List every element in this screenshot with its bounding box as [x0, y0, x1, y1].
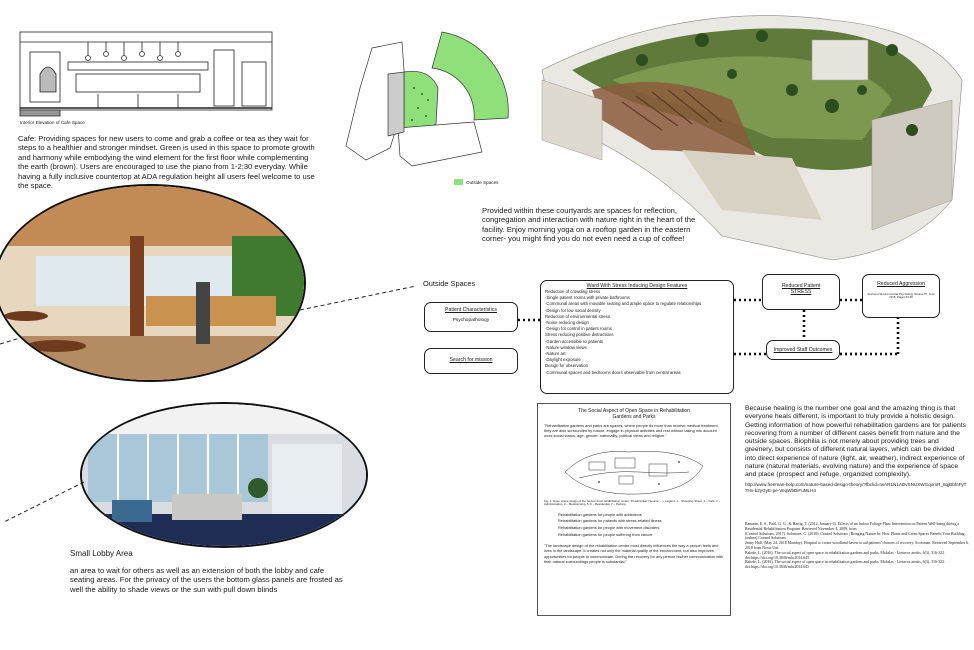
- search-for-mission-box: [424, 348, 518, 374]
- cafe-dashed-connector: [0, 280, 420, 350]
- lobby-description: an area to wait for others as well as an extension of both the lobby and cafe seating areas. For the privacy of the users the bottom glass panels are frosted as well the ability to shade views or the sun with pull down blinds: [70, 566, 343, 594]
- paper-title-line1: The Social Aspect of Open Space in Rehabilitation: [578, 408, 690, 414]
- design-item: ·Single patient rooms with private bathrooms: [545, 295, 631, 301]
- patient-characteristics-box: [424, 302, 518, 332]
- lobby-dashed-connector: [0, 478, 90, 528]
- courtyard-description: Provided within these courtyards are spaces for reflection, congregation and interaction with nature right in the heart of the facility. Enjoy morning yoga on a rooftop garden in the eastern corner- you might find you do not even need a cup of coffee!: [482, 206, 696, 244]
- patient-characteristics-label: Patient Characteristics: [445, 307, 497, 313]
- reference-item: Ramaan, E. S., Patil, G. G., & Hartig, T. (2012, January 6). Effects of an Indoor Foliage Plant Intervention on Patient Well-being during a Residential Rehabilitation Program. Retrieved November 4, 2009, from: [745, 522, 960, 531]
- psychopathology-label: Psychopathology: [452, 318, 490, 323]
- reduced-patient-stress-label: Reduced Patient STRESS: [781, 283, 821, 295]
- paper-site-map: [559, 442, 709, 498]
- elevation-label: Interior Elevation of Cafe Space: [20, 120, 85, 125]
- design-item: ·Nature window views: [545, 344, 587, 350]
- legend-swatch: [454, 179, 463, 185]
- design-item: Reduction of crowding stress: [545, 289, 601, 294]
- design-item: ·Design for low social density: [545, 307, 601, 313]
- reduced-aggression-label: Reduced Aggression: [877, 281, 925, 287]
- flow-connectors-right: [838, 312, 902, 362]
- design-item: ·Communal spaces and bedrooms doors observable from central areas: [545, 369, 681, 375]
- reference-item: (Control Solutions, 2017). Solutions. C. (2018). Control Solutions | Bringing Nature In: How Plants and Green Spaces Benefit Your Building. (online) Control Solutions.: [745, 531, 966, 541]
- gardens-list: [544, 512, 724, 538]
- reference-item: Balode, L. (2016). The social aspect of open space in rehabilitation gardens and parks. Mokslas - Lietuvos ateitis, 6(3), 316-322. doi:https://doi.org/10.3846/mla.2014.645: [745, 560, 946, 570]
- cafe-elevation-drawing: [18, 22, 274, 118]
- legend-label: Outside Spaces: [466, 180, 499, 185]
- references: [745, 522, 969, 570]
- lobby-title: Small Lobby Area: [70, 549, 133, 558]
- paper-quote-1: "Rehabilitation gardens and parks are spaces, where people do more than receive medical treatment, they are also surrounded by nature, engage in physical activities and rest without taking into account ones social status, age, gender, nationality, political views and religion.": [544, 423, 719, 439]
- paper-quote-2: "The landscape design of the rehabilitation center most directly influences the way a person feels and lives in the landscape. It creates not only the material quality of the environment, but also improves opportunities for people to communicate. During the recovery for any person his/her communication with their natural surroundings people is substantial.": [544, 543, 724, 564]
- outside-spaces-title: Outside Spaces: [423, 279, 476, 288]
- reference-item: Balode, L. (2016). The social aspect of open space in rehabilitation gardens and parks. Mokslas - Lietuvos ateitis, 6(3), 316-322. doi:https://doi.org/10.3846/mla.2014.645: [745, 550, 946, 560]
- paper-figure-caption: Fig. 1. Open space design of the Soviet Union rehabilitation center "Druskininkai" (Source: ...). Legend: 1 – Shopping Street, 2 – Cafe, 3 – Administration, 4 – Medical wing, 5, 6 – Residential, 7 – Parking.: [544, 498, 721, 507]
- reference-item: Jenny Hall. (May 24, 2018 Monday). Hospital to create woodland haven to aid patients' chances of recovery. Scotsman. Retrieved September 6, 2018 from Nexis Uni.: [745, 541, 969, 550]
- cafe-description: Cafe: Providing spaces for new users to come and grab a coffee or tea as they wait for steps to a healthier and stronger mindset. Green is used in this space to promote growth and harmony while embodying the wind element for the first floor while complementing the earth (brown). Users are encouraged to use the piano from 1-2:30 everyday. While having a fully inclusive countertop at ADA regulation height all users feel welcome to use the space.: [18, 134, 315, 191]
- paper-excerpt: [537, 403, 731, 616]
- design-item: ·Noise reducing design: [545, 320, 589, 326]
- design-item: ·Nature art: [545, 351, 566, 357]
- design-item: ·Daylight exposure: [545, 357, 581, 363]
- lobby-render: [80, 402, 368, 548]
- design-item: ·Communal areas with movable seating and ample space to regulate relationships: [545, 301, 702, 307]
- journal-note: Journal of Environmental Psychology Volume 57, June 2018, Pages 53-66: [867, 292, 935, 300]
- design-item: Stress reducing positive distractions: [545, 332, 614, 338]
- healing-text: Because healing is the number one goal and the amazing thing is that everyone heals different, is important to truly provide a holistic design. Getting information of how powerful rehabilitation gardens are for patients recovering from a number of different cases benefit from nature and the outside spaces. Biophilia is not merely about providing trees and greenery, but consists of different natural layers, which can be divided into direct experience of nature (light, air, weather), indirect experience of nature (natural materials, evolving nature) and the experience of space and place (prospect and refuge, organized complexity).: [745, 405, 967, 479]
- paper-title-line2: Gardens and Parks: [612, 414, 656, 420]
- garden-item: Rehabilitation gardens for people with movement disorders: [558, 524, 660, 530]
- garden-item: Rehabilitation gardens for patients with stress-related illness: [558, 518, 662, 524]
- improved-staff-outcomes-label: Improved Staff Outcomes: [773, 347, 833, 353]
- design-item: ·Design for control in patient rooms: [545, 326, 612, 332]
- design-item: Reduction of environmental stress: [545, 313, 610, 319]
- design-features-title: Ward With Stress Inducing Design Features: [586, 283, 688, 289]
- floor-plan: [342, 28, 514, 178]
- design-item: ·Garden accessible to patients: [545, 338, 604, 344]
- design-item: Design for observation: [545, 363, 588, 369]
- flow-connectors: [518, 296, 864, 366]
- garden-item: Rehabilitation gardens for people suffering from cancer: [558, 531, 653, 537]
- garden-item: Rehabilitation gardens for people with addictions: [558, 511, 642, 517]
- healing-link[interactable]: http://www.freeman-help.com/nature-based-design-theory/?fbclid=IwAR1N1ADvXNUXWGqomR_8qjBbfnFyT7Hv-b2yGyE-pe-VeqWbDiFuMLH4: [745, 482, 967, 493]
- search-for-mission-label: Search for mission: [449, 357, 493, 363]
